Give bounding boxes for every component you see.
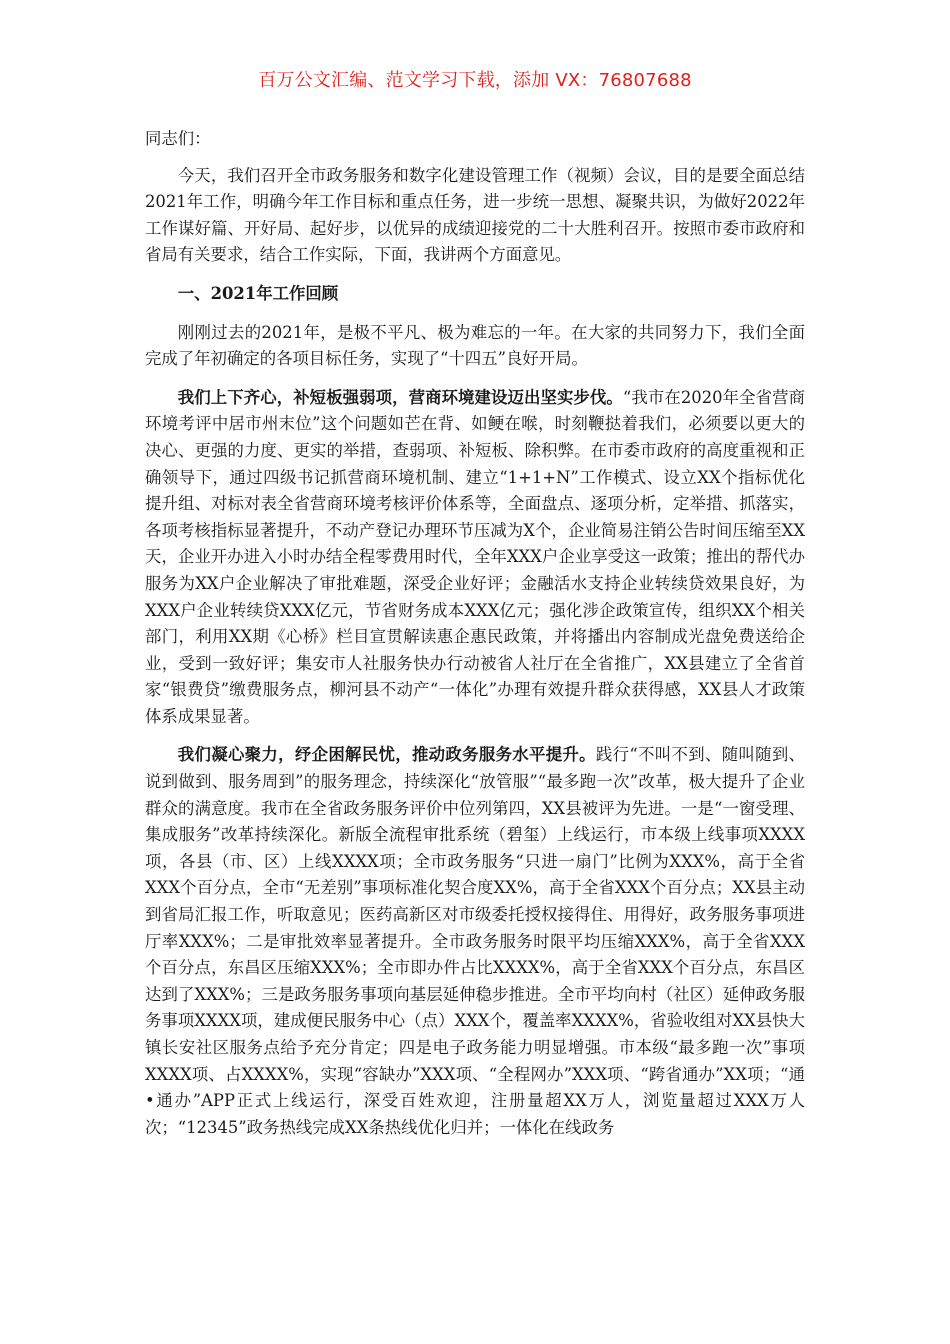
section-heading: 一、2021年工作回顾 [177,283,339,303]
paragraph-lead: 我们凝心聚力，纾企困解民忧，推动政务服务水平提升。 [177,745,596,765]
section-intro-paragraph: 刚刚过去的2021年，是极不平凡、极为难忘的一年。在大家的共同努力下，我们全面完成了年初确定的各项目标任务，实现了“十四五”良好开局。 [145,322,805,369]
greeting: 同志们： [145,129,211,148]
business-environment-paragraph [145,385,805,731]
paragraph-body: “我市在2020年全省营商环境考评中居市州末位”这个问题如芒在背、如鲠在喉，时刻鞭挞着我们，必须要以更大的决心、更强的力度、更实的举措，查弱项、补短板、除积弊。在市委市政府的高度重视和正确领导下，通过四级书记抓营商环境机制、建立“1+1+N”工作模式、设立XX个指标优化提升组、对标对表全省营商环境考核评价体系等，全面盘点、逐项分析，定举措、抓落实，各项考核指标显著提升，不动产登记办理环节压减为X个，企业简易注销公告时间压缩至XX天，企业开办进入小时办结全程零费用时代，全年XXX户企业享受这一政策；推出的帮代办服务为XX户企业解决了审批难题，深受企业好评；金融活水支持企业转续贷效果良好，为XXX户企业转续贷XXX亿元，节省财务成本XXX亿元；强化涉企政策宣传，组织XX个相关部门，利用XX期《心桥》栏目宣贯解读惠企惠民政策，并将播出内容制成光盘免费送给企业，受到一致好评；集安市人社服务快办行动被省人社厅在全省推广，XX县建立了全省首家“银费贷”缴费服务点，柳河县不动产“一体化”办理有效提升群众获得感，XX县人才政策体系成果显著。 [145,387,805,726]
document-body [145,126,805,1153]
intro-paragraph: 今天，我们召开全市政务服务和数字化建设管理工作（视频）会议，目的是要全面总结2021年工作，明确今年工作目标和重点任务，进一步统一思想、凝聚共识，为做好2022年工作谋好篇、开好局、起好步，以优异的成绩迎接党的二十大胜利召开。按照市委市政府和省局有关要求，结合工作实际，下面，我讲两个方面意见。 [145,165,805,265]
government-service-paragraph [145,742,805,1141]
watermark-banner: 百万公文汇编、范文学习下载，添加 VX：76807688 [258,70,692,91]
paragraph-lead: 我们上下齐心，补短板强弱项，营商环境建设迈出坚实步伐。 [177,387,623,407]
paragraph-body: 践行“不叫不到、随叫随到、说到做到、服务周到”的服务理念，持续深化“放管服”“最多跑一次”改革，极大提升了企业群众的满意度。我市在全省政务服务评价中位列第四，XX县被评为先进。一是“一窗受理、集成服务”改革持续深化。新版全流程审批系统（碧玺）上线运行，市本级上线事项XXXX项，各县（市、区）上线XXXX项；全市政务服务“只进一扇门”比例为XXX%，高于全省XXX个百分点，全市“无差别”事项标准化契合度XX%，高于全省XXX个百分点；XX县主动到省局汇报工作，听取意见；医药高新区对市级委托授权接得住、用得好，政务服务事项进厅率XXX%；二是审批效率显著提升。全市政务服务时限平均压缩XXX%，高于全省XXX个百分点，东昌区压缩XXX%；全市即办件占比XXXX%，高于全省XXX个百分点，东昌区达到了XXX%；三是政务服务事项向基层延伸稳步推进。全市平均向村（社区）延伸政务服务事项XXXX项，建成便民服务中心（点）XXX个，覆盖率XXXX%，省验收组对XX县快大镇长安社区服务点给予充分肯定；四是电子政务能力明显增强。市本级“最多跑一次”事项XXXX项、占XXXX%，实现“容缺办”XXX项、“全程网办”XXX项、“跨省通办”XX项；“通•通办”APP正式上线运行，深受百姓欢迎，注册量超XX万人，浏览量超过XXX万人次；“12345”政务热线完成XX条热线优化归并；一体化在线政务 [145,745,805,1137]
